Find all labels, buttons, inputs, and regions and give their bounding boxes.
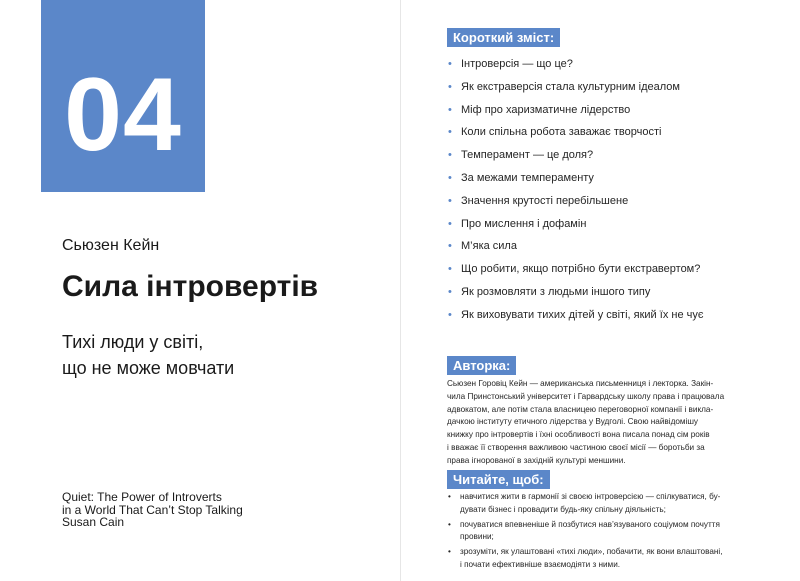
- author-bio: [447, 378, 767, 468]
- original-author: Susan Cain: [62, 515, 125, 529]
- bullet-icon: •: [448, 240, 452, 253]
- bullet-icon: •: [448, 194, 452, 207]
- bullet-icon: •: [448, 171, 452, 184]
- bio-line: адвокатом, але потім стала власницею переговорної компанії і викла-: [447, 404, 714, 414]
- summary-item: • М’яка сила: [448, 235, 703, 258]
- book-author: Сьюзен Кейн: [62, 237, 160, 254]
- bullet-icon: •: [448, 126, 452, 139]
- bullet-icon: •: [448, 519, 451, 529]
- bio-line: книжку про інтровертів і їхні особливості вона писала понад сім років: [447, 430, 710, 440]
- summary-item: • Як розмовляти з людьми іншого типу: [448, 281, 703, 304]
- book-title: Сила інтровертів: [62, 270, 319, 303]
- read-item: • почуватися впевненіше й позбутися нав’язуваного соціумом почуття провини;: [448, 519, 720, 542]
- bullet-icon: •: [448, 149, 452, 162]
- chapter-number-block: [41, 0, 205, 192]
- bullet-icon: •: [448, 547, 451, 557]
- bio-line: Сьюзен Горовіц Кейн — американська письменниця і лекторка. Закін-: [447, 379, 714, 388]
- summary-list: [448, 53, 703, 327]
- read-label: Читайте, щоб:: [447, 470, 550, 489]
- bio-line: права ігнорованої в західній культурі меншини.: [447, 455, 626, 465]
- original-title-line: in a World That Can’t Stop Talking: [62, 502, 243, 517]
- bio-line: дачкою інституту етичного лідерства у Вудголі. Свою найвідомішу: [447, 417, 699, 427]
- bullet-icon: •: [448, 58, 452, 70]
- chapter-number: 04: [64, 56, 182, 173]
- read-list: [447, 491, 723, 574]
- original-title-line: Quiet: The Power of Introverts: [62, 490, 222, 504]
- summary-item: • Інтроверсія — що це?: [448, 53, 703, 76]
- summary-item: • Що робити, якщо потрібно бути екстравертом?: [448, 258, 703, 281]
- summary-item: • Про мислення і дофамін: [448, 213, 703, 236]
- summary-item: • Коли спільна робота заважає творчості: [448, 121, 703, 144]
- book-subtitle: [62, 329, 234, 381]
- author-label: Авторка:: [447, 356, 516, 375]
- read-item: • навчитися жити в гармонії зі своєю інтроверсією — спілкуватися, бу- дувати бізнес і провадити будь-яку спільну діяльність;: [448, 492, 721, 514]
- original-title: [62, 491, 243, 529]
- summary-item: • За межами темпераменту: [448, 167, 703, 190]
- bullet-icon: •: [448, 492, 451, 501]
- bullet-icon: •: [448, 285, 452, 298]
- read-item: • зрозуміти, як улаштовані «тихі люди», побачити, як вони влаштовані, і почати ефективніше взаємодіяти з ними.: [448, 547, 723, 569]
- summary-label: Короткий зміст:: [447, 28, 560, 47]
- bio-line: чила Принстонський університет і Гарвардську школу права і працювала: [447, 391, 725, 401]
- summary-item: • Міф про харизматичне лідерство: [448, 99, 703, 122]
- subtitle-line: Тихі люди у світі,: [62, 332, 204, 352]
- bio-line: і вважає її створення важливою частиною своєї місії — боротьби за: [447, 442, 705, 452]
- bullet-icon: •: [448, 308, 452, 321]
- summary-item: • Як екстраверсія стала культурним ідеалом: [448, 76, 703, 99]
- bullet-icon: •: [448, 103, 452, 116]
- bullet-icon: •: [448, 217, 452, 230]
- bullet-icon: •: [448, 80, 452, 93]
- summary-item: • Темперамент — це доля?: [448, 144, 703, 167]
- summary-item: • Значення крутості перебільшене: [448, 190, 703, 213]
- bullet-icon: •: [448, 263, 452, 276]
- subtitle-line: що не може мовчати: [62, 358, 235, 378]
- summary-item: • Як виховувати тихих дітей у світі, який їх не чує: [448, 304, 703, 327]
